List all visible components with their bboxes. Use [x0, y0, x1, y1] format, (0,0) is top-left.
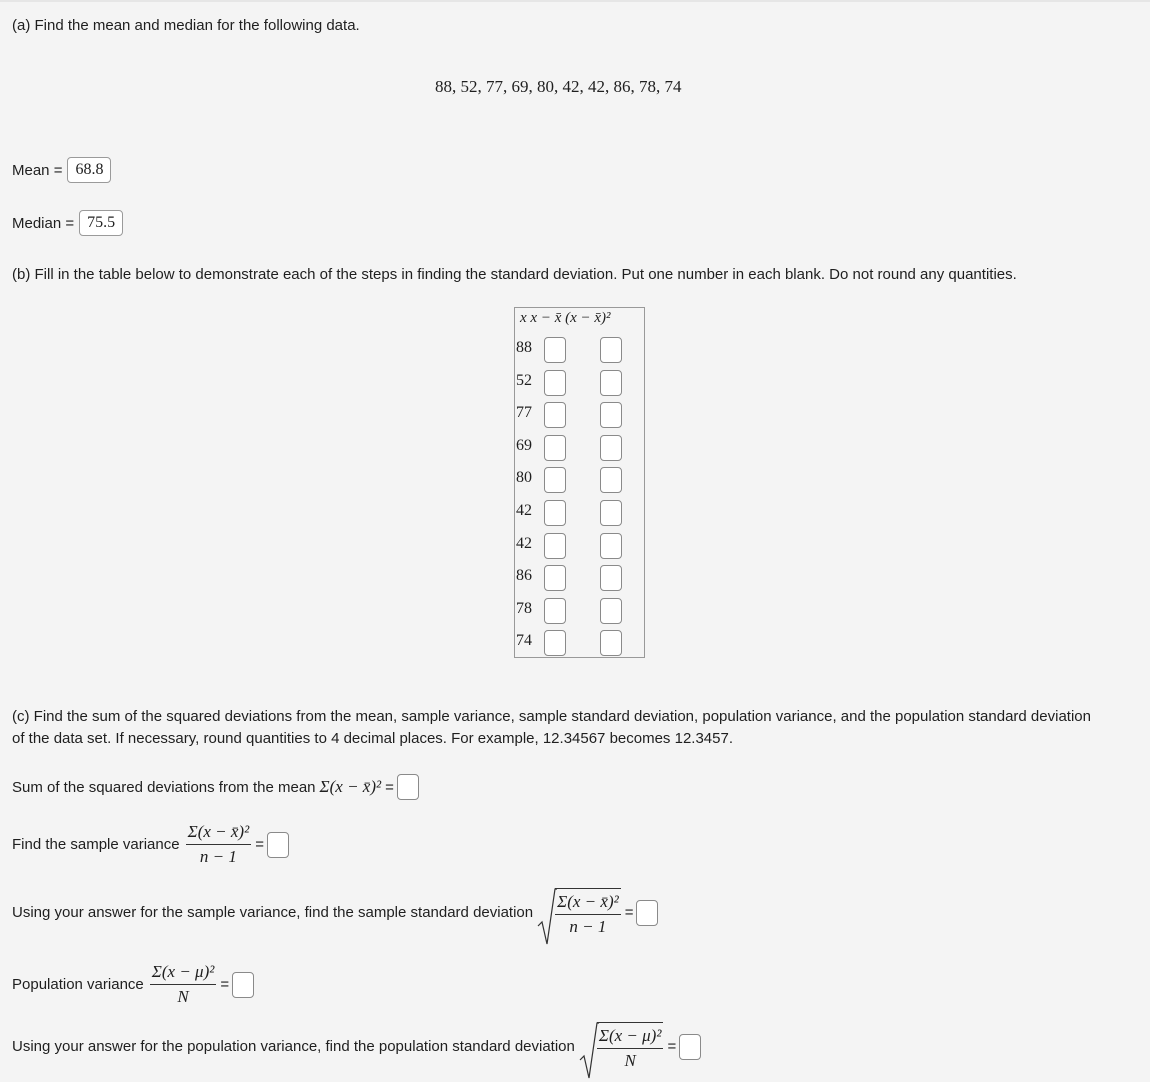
- deviation-table: [514, 307, 645, 658]
- deviation-input[interactable]: [544, 500, 566, 526]
- fraction-numerator: Σ(x − x̄)²: [186, 822, 252, 845]
- table-row: [515, 628, 646, 660]
- population-variance-fraction: [150, 962, 217, 1007]
- sample-variance-row: [12, 822, 289, 867]
- sample-variance-fraction: [186, 822, 252, 867]
- sample-sd-fraction: [555, 888, 621, 937]
- x-value: 69: [516, 436, 532, 454]
- table-row: [515, 335, 646, 367]
- table-row: [515, 368, 646, 400]
- mean-row: [12, 157, 111, 183]
- deviation-input[interactable]: [544, 630, 566, 656]
- sample-sd-input[interactable]: [636, 900, 658, 926]
- sample-variance-label: Find the sample variance: [12, 836, 180, 853]
- sum-sq-expression: Σ(x − x̄)²: [319, 777, 382, 796]
- sample-variance-input[interactable]: [267, 832, 289, 858]
- squared-deviation-input[interactable]: [600, 500, 622, 526]
- squared-deviation-input[interactable]: [600, 533, 622, 559]
- table-row: [515, 400, 646, 432]
- x-value: 74: [516, 632, 532, 650]
- x-value: 77: [516, 404, 532, 422]
- squared-deviation-input[interactable]: [600, 370, 622, 396]
- table-row: [515, 465, 646, 497]
- fraction-denominator: N: [624, 1051, 636, 1070]
- population-sd-input[interactable]: [679, 1034, 701, 1060]
- table-row: [515, 563, 646, 595]
- deviation-input[interactable]: [544, 402, 566, 428]
- sum-sq-label: Sum of the squared deviations from the mean: [12, 778, 316, 796]
- fraction-denominator: n − 1: [199, 847, 237, 866]
- deviation-input[interactable]: [544, 370, 566, 396]
- sqrt-population: [579, 1022, 664, 1071]
- squared-deviation-input[interactable]: [600, 467, 622, 493]
- mean-label: Mean =: [12, 161, 63, 179]
- table-header: x x − x̄ (x − x̄)²: [520, 310, 611, 326]
- part-b-prompt: (b) Fill in the table below to demonstrate each of the steps in finding the standard deviation. Put one number in each blank. Do not round any quantities.: [12, 266, 1017, 283]
- population-variance-input[interactable]: [232, 972, 254, 998]
- population-variance-label: Population variance: [12, 976, 144, 993]
- fraction-numerator: Σ(x − x̄)²: [555, 892, 621, 915]
- squared-deviation-input[interactable]: [600, 598, 622, 624]
- x-value: 88: [516, 339, 532, 356]
- table-row: [515, 433, 646, 465]
- fraction-denominator: N: [177, 987, 189, 1006]
- equals-sign: =: [624, 904, 634, 921]
- population-sd-label: Using your answer for the population variance, find the population standard deviation: [12, 1038, 575, 1055]
- deviation-input[interactable]: [544, 565, 566, 591]
- part-a-prompt: (a) Find the mean and median for the following data.: [12, 17, 360, 34]
- fraction-numerator: Σ(x − μ)²: [597, 1026, 664, 1049]
- x-value: 78: [516, 599, 532, 617]
- equals-sign: =: [667, 1038, 677, 1055]
- population-variance-row: [12, 962, 254, 1007]
- fraction-denominator: n − 1: [569, 917, 607, 936]
- deviation-input[interactable]: [544, 435, 566, 461]
- median-row: [12, 210, 123, 236]
- sqrt-sign-icon: [579, 1022, 599, 1080]
- sample-sd-row: [12, 888, 658, 937]
- part-c-prompt-line2: of the data set. If necessary, round quantities to 4 decimal places. For example, 12.34567 becomes 12.3457.: [12, 730, 733, 747]
- equals-sign: =: [220, 976, 230, 993]
- squared-deviation-input[interactable]: [600, 565, 622, 591]
- x-value: 42: [516, 502, 532, 519]
- population-sd-row: [12, 1022, 701, 1071]
- x-value: 42: [516, 534, 532, 552]
- squared-deviation-input[interactable]: [600, 337, 622, 363]
- table-row: [515, 531, 646, 563]
- sqrt-sign-icon: [537, 888, 557, 946]
- top-divider: [0, 0, 1150, 2]
- sum-sq-answer-input[interactable]: [397, 774, 419, 800]
- deviation-input[interactable]: [544, 533, 566, 559]
- fraction-numerator: Σ(x − μ)²: [150, 962, 217, 985]
- median-label: Median =: [12, 214, 75, 232]
- deviation-input[interactable]: [544, 337, 566, 363]
- squared-deviation-input[interactable]: [600, 402, 622, 428]
- sample-sd-label: Using your answer for the sample variance, find the sample standard deviation: [12, 904, 534, 921]
- x-value: 86: [516, 567, 532, 585]
- part-c-prompt-line1: (c) Find the sum of the squared deviations from the mean, sample variance, sample standard deviation, population variance, and the population standard deviation: [12, 708, 1091, 725]
- median-answer-box[interactable]: 75.5: [79, 210, 123, 236]
- squared-deviation-input[interactable]: [600, 435, 622, 461]
- deviation-input[interactable]: [544, 467, 566, 493]
- x-value: 52: [516, 371, 532, 389]
- sum-sq-row: [12, 774, 419, 800]
- data-list: 88, 52, 77, 69, 80, 42, 42, 86, 78, 74: [435, 77, 682, 96]
- deviation-input[interactable]: [544, 598, 566, 624]
- x-value: 80: [516, 469, 532, 487]
- table-row: [515, 596, 646, 628]
- table-row: [515, 498, 646, 530]
- mean-answer-box[interactable]: 68.8: [67, 157, 111, 183]
- equals-sign: =: [255, 836, 264, 853]
- equals-sign: =: [385, 778, 394, 796]
- sqrt-sample: [537, 888, 621, 937]
- squared-deviation-input[interactable]: [600, 630, 622, 656]
- population-sd-fraction: [597, 1022, 664, 1071]
